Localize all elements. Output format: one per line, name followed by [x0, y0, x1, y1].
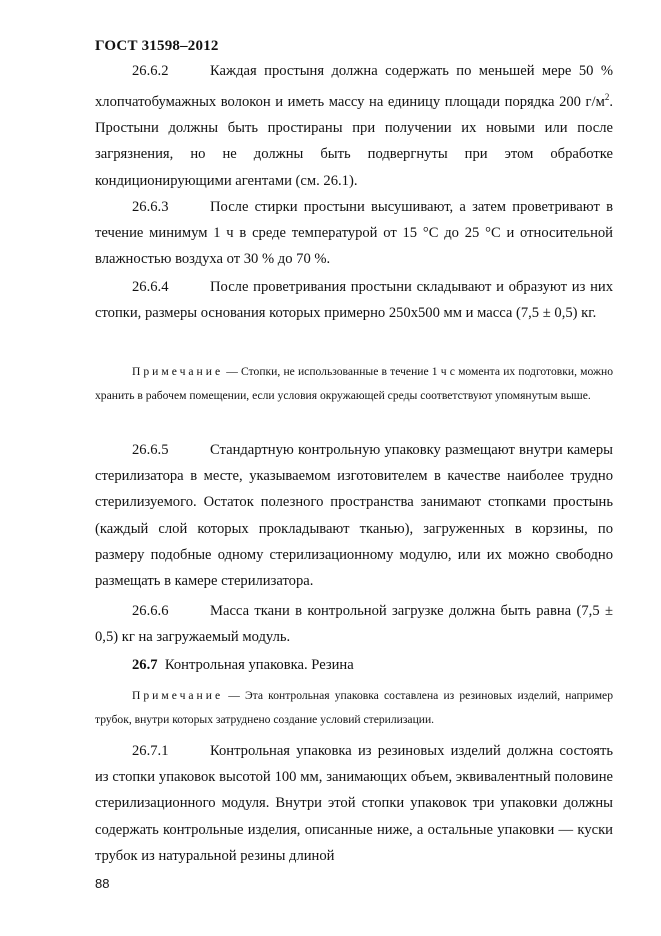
paragraph-26-6-2: [95, 58, 613, 194]
section-number: 26.7: [132, 657, 158, 673]
paragraph-text: После стирки простыни высушивают, а затем проветривают в течение минимум 1 ч в среде температурой от 15 °С до 25 °С и относительной влажностью воздуха от 30 % до 70 %.: [95, 199, 613, 268]
paragraph-text-cont: . Простыни должны быть простираны при получении их новыми или после загрязнения, но не должны быть подвергнуты при этом обработке кондиционирующими агентами (см. 26.1).: [95, 94, 613, 189]
paragraph-text: Стандартную контрольную упаковку размещают внутри камеры стерилизатора в месте, указываемом изготовителем в качестве наиболее трудно стерилизуемого. Остаток полезного пространства занимают стопками простынь (каждый слой которых прокладывают тканью), загруженных в корзины, по размеру подобные одному стерилизационному модулю, или их можно свободно размещать в камере стерилизатора.: [95, 442, 613, 590]
clause-number: 26.6.2: [132, 63, 169, 79]
paragraph-text: После проветривания простыни складывают и образуют из них стопки, размеры основания которых примерно 250х500 мм и масса (7,5 ± 0,5) кг.: [95, 279, 613, 322]
paragraph-text: Контрольная упаковка из резиновых изделий должна состоять из стопки упаковок высотой 100 мм, занимающих объем, эквивалентный половине стерилизационного модуля. Внутри этой стопки упаковок три упаковки должны содержать контрольные изделия, описанные ниже, а остальные упаковки — куски трубок из натуральной резины длиной: [95, 743, 613, 864]
paragraph-26-6-3: [95, 194, 613, 273]
note-text: — Эта контрольная упаковка составлена из резиновых изделий, например трубок, внутри которых затруднено создание условий стерилизации.: [95, 689, 613, 726]
section-title: Контрольная упаковка. Резина: [164, 657, 354, 673]
note-2: [95, 684, 613, 731]
paragraph-text: Масса ткани в контрольной загрузке должна быть равна (7,5 ± 0,5) кг на загружаемый модуль.: [95, 603, 613, 646]
clause-number: 26.6.6: [132, 603, 169, 619]
clause-number: 26.6.5: [132, 442, 169, 458]
page-number: 88: [95, 876, 110, 891]
clause-number: 26.6.4: [132, 279, 169, 295]
paragraph-26-6-5: [95, 437, 613, 594]
note-label: Примечание: [132, 689, 224, 702]
paragraph-26-6-4: [95, 274, 613, 326]
note-label: Примечание: [132, 365, 224, 378]
clause-number: 26.6.3: [132, 199, 169, 215]
paragraph-text: Каждая простыня должна содержать по меньшей мере 50 % хлопчатобумажных волокон и иметь массу на единицу площади порядка 200 г/м: [95, 63, 613, 111]
note-text: — Стопки, не использованные в течение 1 ч с момента их подготовки, можно хранить в рабочем помещении, если условия окружающей среды соответствуют упомянутым выше.: [95, 365, 613, 402]
document-header: ГОСТ 31598–2012: [95, 38, 219, 54]
clause-number: 26.7.1: [132, 743, 169, 759]
paragraph-26-7-1: [95, 738, 613, 869]
superscript: 2: [604, 92, 610, 103]
note-1: [95, 360, 613, 407]
section-26-7-heading: [95, 652, 613, 678]
paragraph-26-6-6: [95, 598, 613, 650]
